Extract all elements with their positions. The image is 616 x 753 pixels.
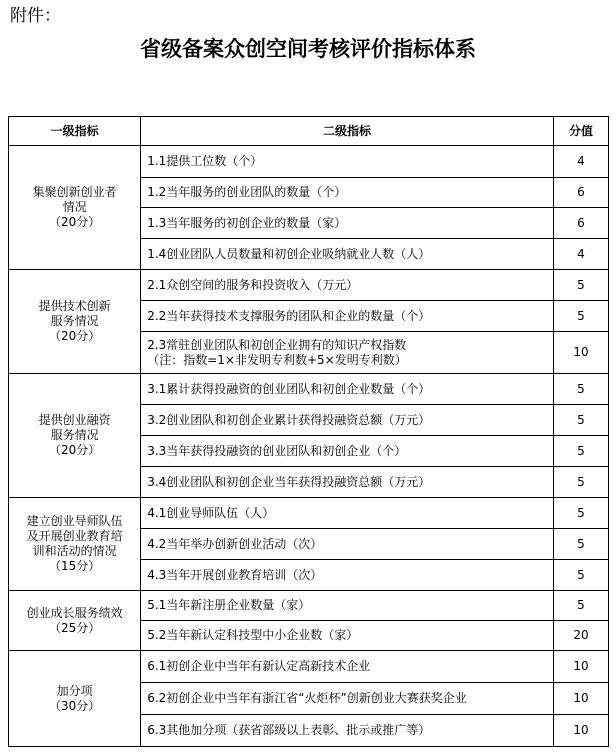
level1-indicator-line: 加分项 — [56, 683, 93, 698]
level2-indicator-label: 1.1提供工位数（个） — [147, 154, 263, 168]
level2-indicator — [141, 621, 554, 651]
score-value: 10 — [553, 715, 608, 747]
score-value: 4 — [553, 146, 608, 178]
level2-indicator — [141, 405, 554, 436]
level1-indicator-line: 情况 — [62, 200, 87, 214]
level2-indicator — [141, 683, 554, 715]
level1-indicator-line: 创业成长服务绩效 — [26, 605, 123, 620]
level1-indicator-line: 提供创业融资 — [38, 413, 111, 427]
level2-indicator — [141, 651, 554, 683]
table-row — [9, 498, 609, 529]
table-row — [9, 270, 609, 301]
level1-indicator-line: 集聚创新创业者 — [32, 185, 117, 199]
level1-indicator — [9, 591, 141, 651]
score-value: 5 — [553, 270, 608, 301]
level2-indicator — [141, 239, 554, 270]
level2-indicator — [141, 529, 554, 560]
level1-indicator — [9, 374, 141, 498]
level2-indicator — [141, 208, 554, 239]
level1-indicator-line: 及开展创业教育培 — [26, 529, 123, 543]
level1-indicator-line: 服务情况 — [50, 314, 99, 328]
level2-indicator-label: 3.3当年获得投融资的创业团队和初创企业（个） — [147, 443, 407, 458]
level1-indicator-line: （30分） — [48, 698, 101, 713]
score-value: 6 — [553, 178, 608, 208]
level2-indicator — [141, 560, 554, 591]
attachment-label: 附件： — [10, 6, 61, 26]
level2-indicator-label: 6.3其他加分项（获省部级以上表彰、批示或推广等） — [147, 723, 431, 737]
level2-indicator-label: 1.2当年服务的创业团队的数量（个） — [147, 185, 347, 199]
level2-indicator-label: 3.4创业团队和初创企业当年获得投融资总额（万元） — [147, 474, 431, 489]
score-value: 5 — [553, 498, 608, 529]
level2-indicator — [141, 146, 554, 178]
header-level2: 二级指标 — [141, 117, 554, 146]
level2-indicator-label: 3.1累计获得投融资的创业团队和初创企业数量（个） — [147, 381, 431, 396]
level1-indicator-line: （25分） — [48, 620, 101, 635]
level2-indicator-label: 1.3当年服务的初创企业的数量（家） — [147, 215, 347, 230]
level2-indicator — [141, 178, 554, 208]
level2-indicator-label: 2.2当年获得技术支撑服务的团队和企业的数量（个） — [147, 308, 431, 323]
level1-indicator-line: 训和活动的情况 — [32, 544, 117, 558]
level2-indicator — [141, 301, 554, 332]
score-value: 10 — [553, 683, 608, 715]
level1-indicator-line: （20分） — [48, 329, 101, 343]
level2-indicator-label: 3.2创业团队和初创企业累计获得投融资总额（万元） — [147, 412, 431, 427]
table-row — [9, 591, 609, 621]
level2-indicator — [141, 270, 554, 301]
level2-indicator-label: 1.4创业团队人员数量和初创企业吸纳就业人数（人） — [147, 246, 431, 261]
indicator-table — [8, 116, 609, 747]
score-value: 5 — [553, 591, 608, 621]
level2-indicator-label: 5.2当年新认定科技型中小企业数（家） — [147, 628, 359, 642]
level2-indicator-label: 2.3常驻创业团队和初创企业拥有的知识产权指数 — [147, 337, 407, 352]
page-title: 省级备案众创空间考核评价指标体系 — [140, 37, 476, 61]
level1-indicator-line: 服务情况 — [50, 428, 99, 442]
level1-indicator-line: 建立创业导师队伍 — [26, 514, 123, 528]
level2-indicator-label: 4.3当年开展创业教育培训（次） — [147, 567, 323, 582]
level2-indicator — [141, 467, 554, 498]
level2-indicator-label: 2.1众创空间的服务和投资收入（万元） — [147, 277, 359, 292]
score-value: 5 — [553, 560, 608, 591]
table-row — [9, 146, 609, 178]
level2-indicator-label: 6.2初创企业中当年有浙江省“火炬杯”创新创业大赛获奖企业 — [147, 691, 467, 705]
score-value: 5 — [553, 436, 608, 467]
score-value: 5 — [553, 374, 608, 405]
score-value: 5 — [553, 529, 608, 560]
table-body — [9, 146, 609, 747]
level2-indicator — [141, 591, 554, 621]
score-value: 6 — [553, 208, 608, 239]
level2-indicator — [141, 374, 554, 405]
header-score: 分值 — [553, 117, 608, 146]
level2-indicator-label: 4.1创业导师队伍（人） — [147, 505, 275, 520]
score-value: 5 — [553, 301, 608, 332]
level2-indicator-label: 6.1初创企业中当年有新认定高新技术企业 — [147, 659, 371, 673]
score-value: 10 — [553, 651, 608, 683]
table-row — [9, 651, 609, 683]
level1-indicator — [9, 146, 141, 270]
level1-indicator — [9, 498, 141, 591]
level2-indicator-label: 4.2当年举办创新创业活动（次） — [147, 536, 323, 551]
level1-indicator-line: （15分） — [48, 559, 101, 573]
level1-indicator — [9, 270, 141, 374]
level2-indicator-note: （注：指数=1×非发明专利数+5×发明专利数） — [147, 352, 407, 367]
level1-indicator-line: （20分） — [48, 215, 101, 229]
level2-indicator — [141, 332, 554, 374]
level2-indicator — [141, 715, 554, 747]
score-value: 5 — [553, 405, 608, 436]
score-value: 10 — [553, 332, 608, 374]
level2-indicator — [141, 436, 554, 467]
table-header-row — [9, 117, 609, 146]
score-value: 20 — [553, 621, 608, 651]
level1-indicator-line: 提供技术创新 — [38, 299, 111, 313]
level1-indicator — [9, 651, 141, 747]
header-level1: 一级指标 — [9, 117, 141, 146]
score-value: 5 — [553, 467, 608, 498]
level1-indicator-line: （20分） — [48, 443, 101, 457]
table-row — [9, 374, 609, 405]
level2-indicator — [141, 498, 554, 529]
level2-indicator-label: 5.1当年新注册企业数量（家） — [147, 598, 311, 612]
score-value: 4 — [553, 239, 608, 270]
